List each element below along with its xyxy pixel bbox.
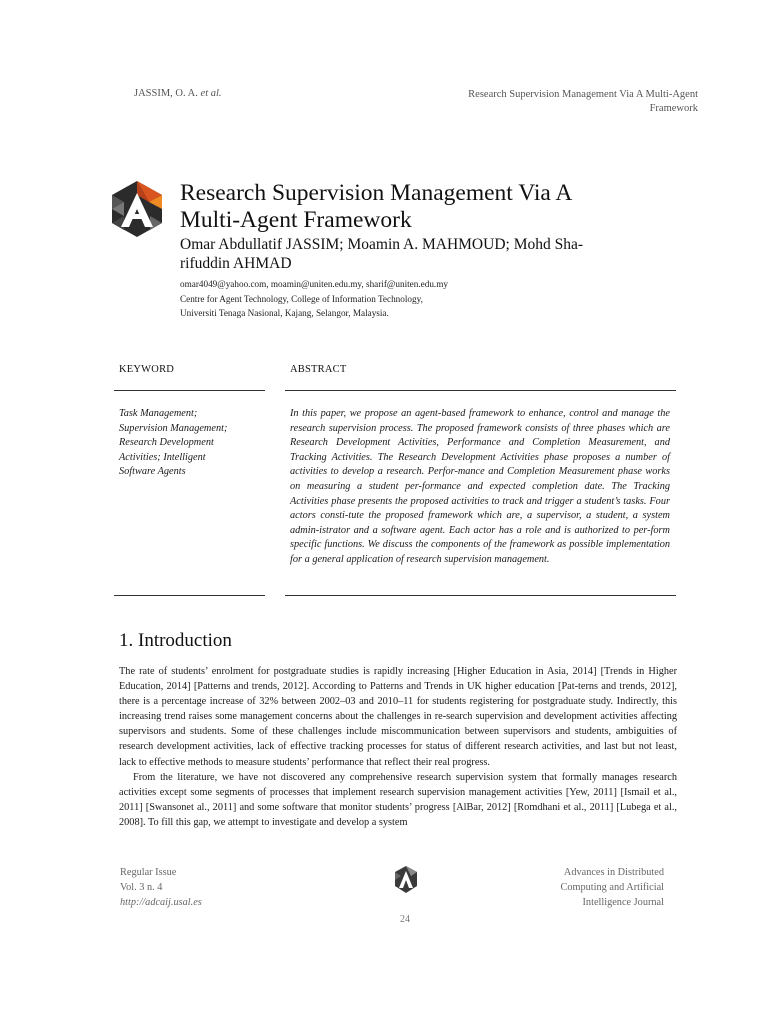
abstract-text: In this paper, we propose an agent-based framework to enhance, control and manage the research supervision process. The proposed framework consists of three phases which are Research Development Activities, Performance and Completion Measurement, and Tracking Activities. The Research Development Activities phase proposes a number of activities to develop a research. Perfor-mance and Completion Measurement phase works on measuring a student per-formance and expected completion date. The Tracking Activities phase presents the proposed activities to track and trigger a student’s tasks. Four actors consti-tute the proposed framework which are, a supervisor, a student, a system admin-istrator and a software agent. Each actor has a role and is authorized to per-form specific functions. We discuss the components of the framework as possible implementation for a general application of research supervision management. [290, 408, 670, 565]
keyword-line: Software Agents [119, 466, 186, 478]
author-affiliation: omar4049@yahoo.com, moamin@uniten.edu.my, sharif@uniten.edu.my Centre for Agent Technology, College of Information Technology, Universiti Tenaga Nasional, Kajang, Selangor, Malaysia. [180, 277, 680, 321]
keyword-list [119, 407, 259, 480]
paragraph: From the literature, we have not discovered any comprehensive research supervision system that formally manages research activities except some segments of processes that implement research supervision management activities [Yew, 2011] [Ismail et al., 2011] [Swansonet al., 2011] and some software that monitor students’ progress [AlBar, 2012] [Romdhani et al., 2011] [Lubega et al., 2008]. To fill this gap, we attempt to investigate and develop a system [119, 771, 677, 828]
paper-title: Research Supervision Management Via A Multi-Agent Framework [180, 180, 573, 233]
abstract-top-divider [285, 390, 676, 391]
footer-issue-info: Regular Issue Vol. 3 n. 4 http://adcaij.usal.es [120, 866, 202, 910]
page-number: 24 [400, 914, 410, 925]
paragraph: The rate of students’ enrolment for postgraduate studies is rapidly increasing [Higher Education in Asia, 2014] [Trends in Higher Education, 2014] [Patterns and trends, 2012]. According to Patterns and Trends in UK higher education [Pat-terns and trends, 2012], there is a percentage increase of 32% between 2002–03 and 2010–11 for students registering for postgraduate study. Indirectly, this increasing trend raises some management concerns about the challenges in re-search supervision and development activities affecting supervisors and students. Some of these challenges include miscommunication between supervisors and students, ambiguities of research development activities, lack of effective tracking processes for status of different research activities, and last but not least, lack to effective methods to measure students’ performance that reflect their real progress. [119, 666, 677, 768]
keyword-line: Activities; Intelligent [119, 451, 206, 463]
keyword-heading: KEYWORD [119, 364, 175, 375]
journal-url-link[interactable]: http://adcaij.usal.es [120, 896, 202, 908]
abstract-bottom-divider [285, 595, 676, 596]
keyword-top-divider [114, 390, 265, 391]
running-header-title: Research Supervision Management Via A Multi-Agent Framework [468, 89, 698, 114]
keyword-line: Task Management; [119, 408, 198, 419]
paper-authors: Omar Abdullatif JASSIM; Moamin A. MAHMOUD; Mohd Sha- rifuddin AHMAD [180, 236, 584, 272]
introduction-body [119, 664, 677, 830]
adcaij-footer-logo-icon [395, 866, 417, 893]
keyword-line: Supervision Management; [119, 422, 228, 434]
footer-journal-name: Advances in Distributed Computing and Artificial Intelligence Journal [560, 867, 664, 908]
keyword-line: Research Development [119, 437, 214, 449]
abstract-heading: ABSTRACT [290, 364, 347, 375]
running-header-author: JASSIM, O. A. et al. [134, 88, 222, 99]
section-heading-introduction: 1. Introduction [119, 630, 232, 651]
author-emails: omar4049@yahoo.com, moamin@uniten.edu.my, sharif@uniten.edu.my [180, 279, 448, 289]
adcaij-logo-icon [112, 181, 162, 237]
keyword-bottom-divider [114, 595, 265, 596]
